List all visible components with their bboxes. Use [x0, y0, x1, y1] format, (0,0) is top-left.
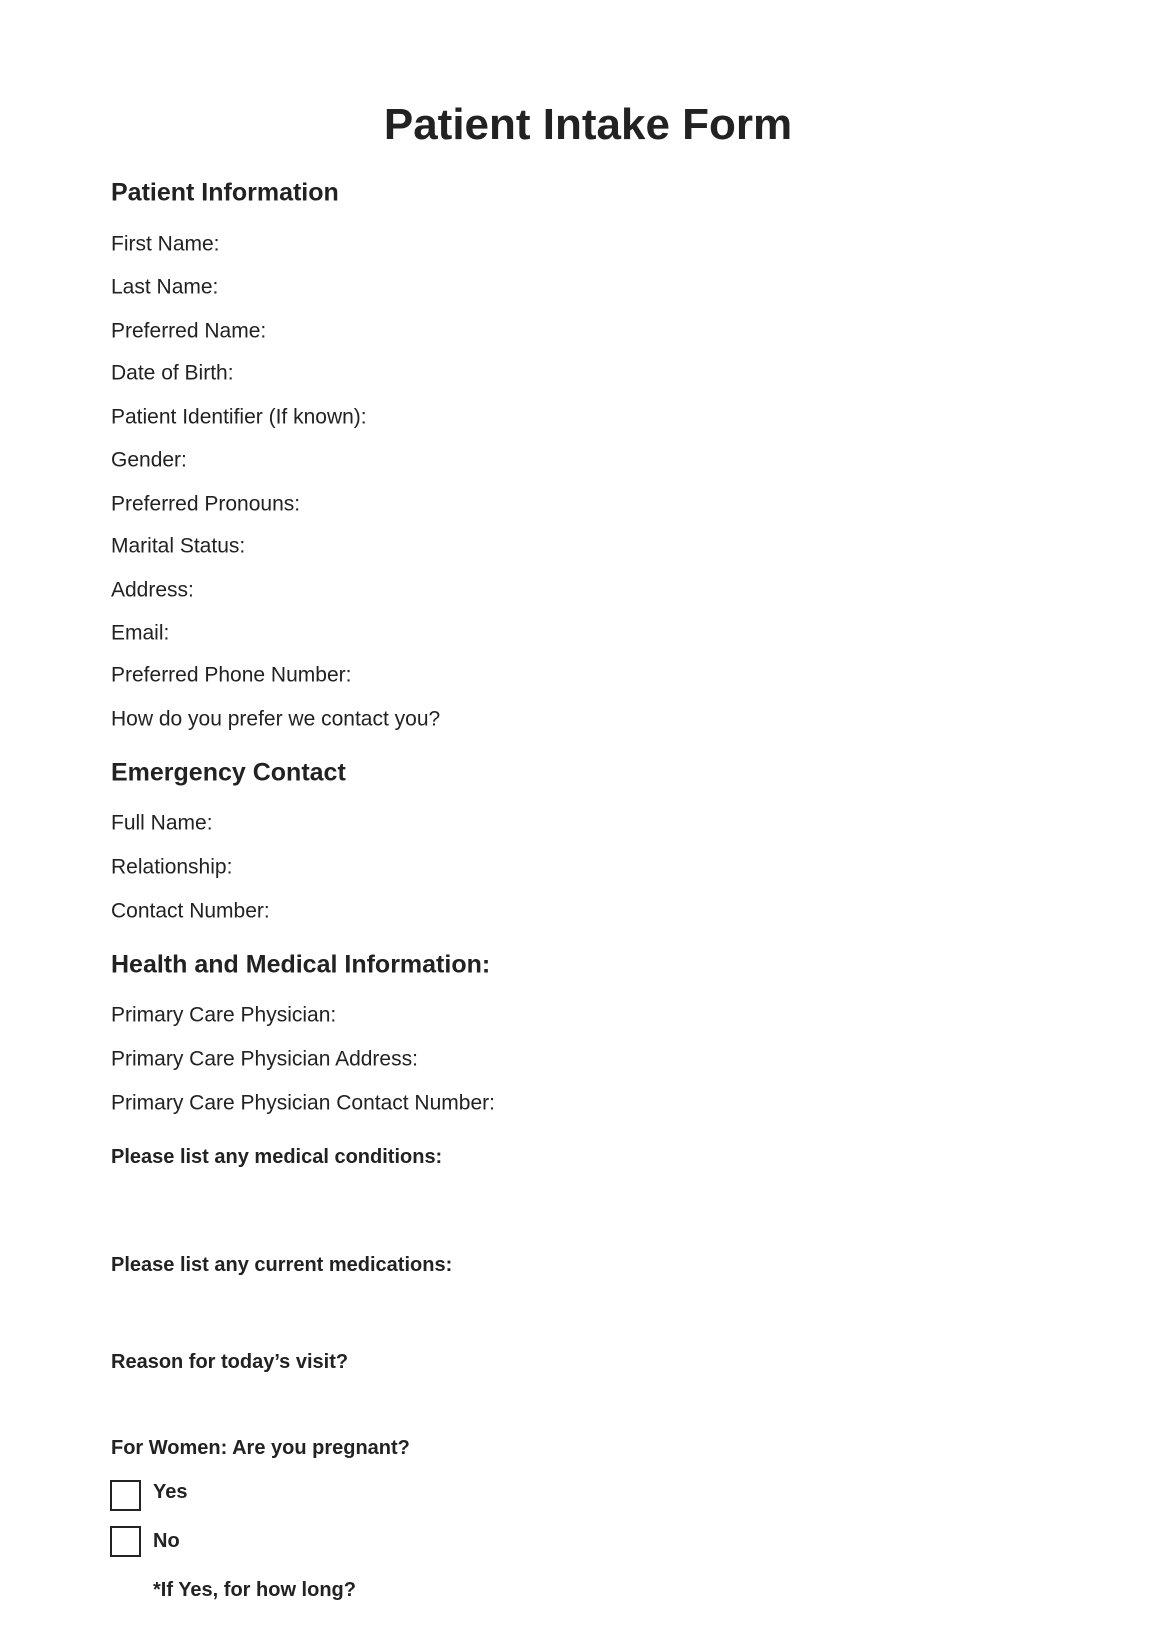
field-preferred-name: Preferred Name:: [111, 319, 267, 343]
field-date-of-birth: Date of Birth:: [111, 361, 234, 385]
field-first-name: First Name:: [111, 232, 220, 256]
checkbox-no[interactable]: [110, 1526, 141, 1557]
question-medications: Please list any current medications:: [111, 1254, 453, 1276]
field-emergency-contact-number: Contact Number:: [111, 899, 270, 923]
field-preferred-phone: Preferred Phone Number:: [111, 663, 352, 687]
checkbox-yes[interactable]: [110, 1480, 141, 1511]
question-medical-conditions: Please list any medical conditions:: [111, 1146, 443, 1168]
question-reason-for-visit: Reason for today’s visit?: [111, 1351, 349, 1373]
question-pregnant: For Women: Are you pregnant?: [111, 1437, 410, 1459]
field-address: Address:: [111, 578, 194, 602]
checkbox-yes-label: Yes: [153, 1481, 188, 1503]
field-pcp-address: Primary Care Physician Address:: [111, 1047, 418, 1071]
page-title: Patient Intake Form: [383, 100, 793, 149]
field-pcp-contact-number: Primary Care Physician Contact Number:: [111, 1091, 495, 1115]
section-heading-health: Health and Medical Information:: [111, 950, 491, 979]
field-emergency-relationship: Relationship:: [111, 855, 233, 879]
field-gender: Gender:: [111, 448, 187, 472]
section-heading-patient-information: Patient Information: [111, 178, 339, 207]
checkbox-no-label: No: [153, 1530, 180, 1552]
field-marital-status: Marital Status:: [111, 534, 246, 558]
field-email: Email:: [111, 621, 170, 645]
field-preferred-pronouns: Preferred Pronouns:: [111, 492, 301, 516]
field-last-name: Last Name:: [111, 275, 219, 299]
question-pregnancy-duration: *If Yes, for how long?: [153, 1579, 356, 1601]
section-heading-emergency-contact: Emergency Contact: [111, 758, 346, 787]
field-pcp: Primary Care Physician:: [111, 1003, 337, 1027]
field-patient-identifier: Patient Identifier (If known):: [111, 405, 367, 429]
field-emergency-full-name: Full Name:: [111, 811, 213, 835]
field-contact-preference: How do you prefer we contact you?: [111, 707, 441, 731]
